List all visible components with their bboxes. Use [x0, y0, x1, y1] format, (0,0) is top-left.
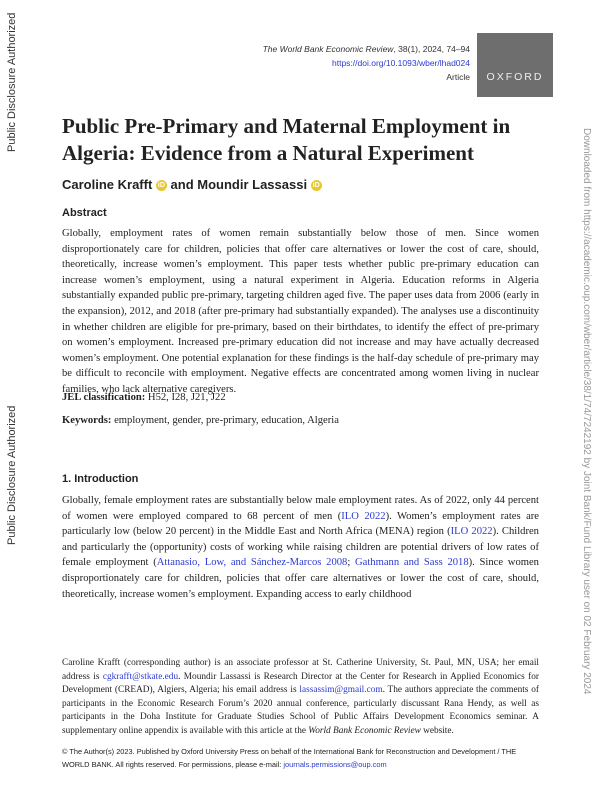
jel-value: H52, I28, J21, J22 — [145, 392, 226, 403]
journal-name: World Bank Economic Review — [308, 725, 421, 736]
keywords-value: employment, gender, pre-primary, education, Algeria — [111, 415, 339, 426]
journal-header — [263, 42, 470, 84]
email-link[interactable]: cgkrafft@stkate.edu — [102, 671, 179, 682]
text: Globally, female employment rates are substantially below male employment rates. As of 2022, only 44 percent of women were employed compared to 68 percent of men ( — [62, 495, 539, 522]
text: Caroline Krafft (corresponding author) is an associate professor at St. Catherine University, St. Paul, MN, USA; her email address is — [62, 658, 539, 682]
text: . The authors appreciate the comments of participants in the Economic Research Forum’s 2020 annual conference, particularly discussant Rana Hendy, as well as participants in the Doha Institute for Graduate Studies School of Public Affairs Development Economics seminar. A supplementary online appendix is available with this article at the — [62, 685, 539, 736]
author-footnote — [62, 657, 539, 738]
jel-label: JEL classification: — [62, 392, 146, 403]
citation: , 38(1), 2024, 74–94 — [393, 44, 470, 54]
article-type: Article — [446, 72, 470, 82]
text: ). Women’s employment rates are particularly low (below 20 percent) in the Middle East and North Africa (MENA) region ( — [62, 510, 539, 538]
disclosure-stamp-top: Public Disclosure Authorized — [6, 12, 18, 152]
permissions-email-link[interactable]: journals.permissions@oup.com — [283, 760, 387, 769]
citation-link[interactable]: Attanasio, Low, and Sánchez-Marcos 2008 — [156, 557, 348, 569]
author-krafft: Caroline Krafft — [62, 177, 153, 192]
citation-link[interactable]: ILO 2022 — [450, 526, 493, 538]
introduction-heading: 1. Introduction — [62, 473, 139, 485]
citation-link[interactable]: Gathmann and Sass 2018 — [355, 557, 469, 569]
author-separator: and — [166, 177, 198, 192]
abstract-heading: Abstract — [62, 207, 107, 219]
text: . Moundir Lassassi is Research Director at the Center for Research in Applied Economics for Development (CREAD), Algiers, Algeria; his email address is — [62, 671, 539, 695]
download-note: Downloaded from https://academic.oup.com/wber/article/38/1/74/7242192 by Joint Bank/Fund Library user on 02 February 2024 — [581, 128, 592, 695]
jel-classification — [62, 390, 539, 406]
authors — [62, 177, 322, 192]
abstract-text: Globally, employment rates of women remain substantially below those of men. Since women disproportionately care for children, policies that offer care alternatives or lower the cost of care, should, theoretically, increase women’s employment. This paper tests whether public pre-primary education can increase women’s employment, using a natural experiment in Algeria. Education reforms in Algeria substantially expanded public pre-primary, targeting children aged five. The paper uses data from 2006 (early in the expansion), 2012, and 2018 (after pre-primary had substantially expanded). The analyses use a discontinuity in whether children are eligible for pre-primary, based on their birthdates, to identify the effect of pre-primary on women’s employment. Increased pre-primary education did not increase and may have actually decreased women’s employment. One potential explanation for these findings is the half-day schedule of pre-primary may be difficult to reconcile with employment. Negative effects are concentrated among women living in nuclear families, who lack alternative caregivers. — [62, 228, 539, 395]
keywords — [62, 413, 539, 429]
text: ). Since women disproportionately care for children, policies that offer care alternatives or lower the cost of care, should, theoretically, increase women’s employment. Expanding access to early childhood — [62, 557, 539, 600]
copyright-notice — [62, 745, 542, 771]
orcid-icon[interactable]: iD — [312, 182, 320, 189]
orcid-icon[interactable]: iD — [157, 182, 165, 189]
text: website. — [420, 725, 454, 736]
text: ). Children and particularly the (opportunity) costs of working while raising children are potential drivers of low rates of female employment ( — [62, 526, 539, 569]
journal-name: The World Bank Economic Review — [262, 44, 394, 54]
paper-title: Public Pre-Primary and Maternal Employment in Algeria: Evidence from a Natural Experiment — [62, 114, 511, 165]
oxford-logo: OXFORD — [477, 33, 553, 97]
doi-link[interactable]: https://doi.org/10.1093/wber/lhad024 — [332, 58, 470, 68]
email-link[interactable]: lassassim@gmail.com — [299, 685, 383, 695]
keywords-label: Keywords: — [62, 415, 112, 426]
introduction-text — [62, 493, 539, 602]
text: ; — [347, 557, 356, 569]
author-lassassi: Moundir Lassassi — [197, 177, 308, 192]
citation-link[interactable]: ILO 2022 — [341, 510, 386, 522]
disclosure-stamp-mid: Public Disclosure Authorized — [6, 405, 18, 545]
text: © The Author(s) 2023. Published by Oxford University Press on behalf of the International Bank for Reconstruction and Development / THE WORLD BANK. All rights reserved. For permissions, please e-mail: — [62, 747, 517, 769]
